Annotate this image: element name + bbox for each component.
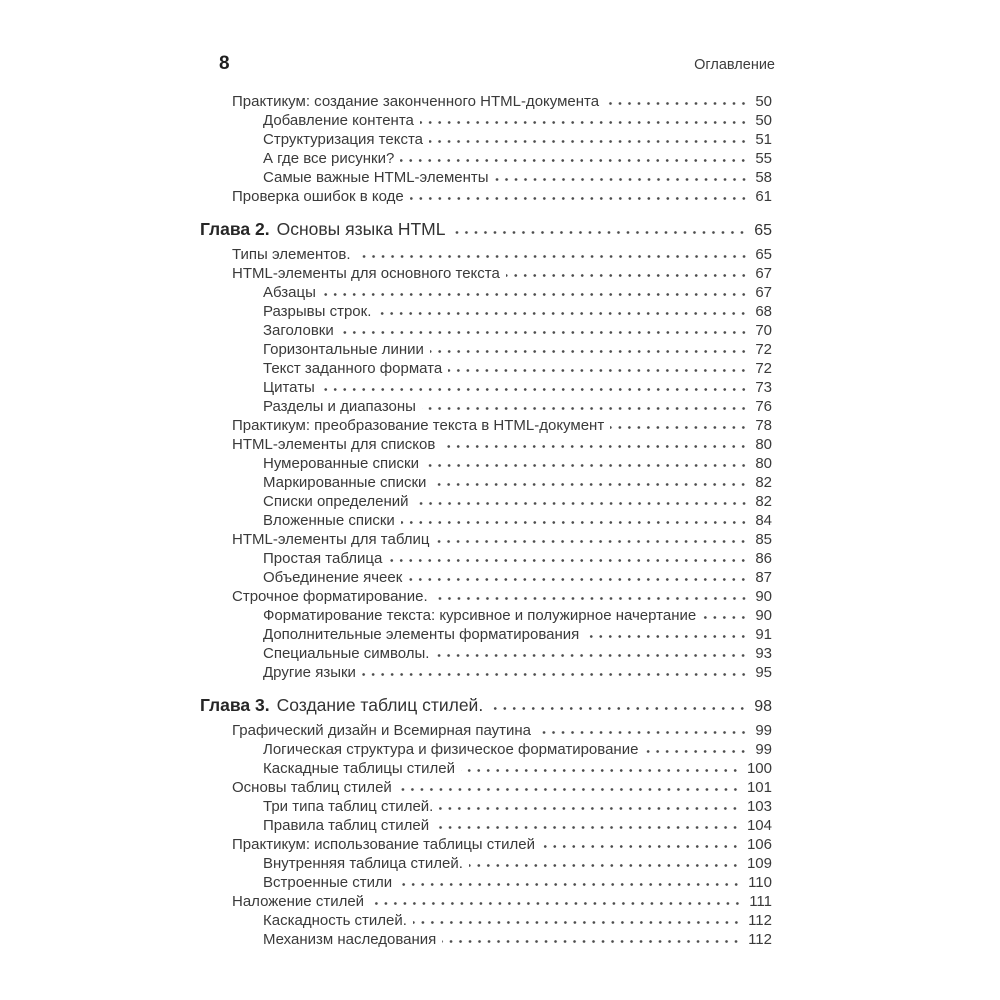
dot-leader [420,120,748,125]
toc-entry [200,111,772,130]
dot-leader [362,672,748,677]
toc-entry [200,835,772,854]
toc-entry [200,663,772,682]
dot-leader [541,844,740,849]
toc-entry-page-number: 68 [755,303,772,320]
toc-entry [200,740,772,759]
toc-entry-title: Каскадные таблицы стилей [263,760,455,777]
toc-entry-page-number: 98 [754,698,772,715]
dot-leader [400,158,748,163]
dot-leader [434,596,749,601]
toc-entry-title: Практикум: преобразование текста в HTML-документ [232,417,605,434]
toc-entry-title: HTML-элементы для основного текста [232,265,500,282]
toc-entry-page-number: 82 [755,493,772,510]
toc-entry-page-number: 76 [755,398,772,415]
toc-entry [200,721,772,740]
toc-entry-title: Встроенные стили [263,874,393,891]
dot-leader [410,196,749,201]
toc-entry-page-number: 111 [749,893,772,910]
toc-entry-page-number: 99 [755,722,772,739]
toc-entry-page-number: 67 [755,284,772,301]
toc-entry-page-number: 73 [755,379,772,396]
dot-leader [448,368,748,373]
dot-leader [357,254,749,259]
dot-leader [644,749,748,754]
toc-entry-page-number: 72 [755,341,772,358]
toc-entry [200,930,772,949]
dot-leader [422,406,748,411]
dot-leader [495,177,749,182]
dot-leader [370,901,742,906]
toc-entry-title: Другие языки [263,664,356,681]
dot-leader [506,273,748,278]
toc-entry-title: Нумерованные списки [263,455,419,472]
toc-entry [200,283,772,302]
toc-entry [200,187,772,206]
toc-entry [200,892,772,911]
dot-leader [415,501,749,506]
toc-entry-page-number: 65 [754,222,772,239]
toc-entry [200,264,772,283]
toc-entry-title: Специальные символы. [263,645,430,662]
toc-entry-title: HTML-элементы для таблиц [232,531,430,548]
toc-entry-title: Создание таблиц стилей. [276,695,484,715]
toc-entry-page-number: 106 [746,836,772,853]
toc-entry [200,778,772,797]
toc-entry [200,302,772,321]
chapter-number-label: Глава 2. [200,219,270,239]
dot-leader [398,882,741,887]
toc-entry-title: Вложенные списки [263,512,395,529]
toc-entry [200,378,772,397]
toc-entry-page-number: 61 [755,188,772,205]
toc-entry-page-number: 78 [755,417,772,434]
toc-entry-title: Механизм наследования [263,931,437,948]
toc-entry [200,473,772,492]
toc-entry-page-number: 90 [755,607,772,624]
dot-leader [605,101,748,106]
toc-entry [200,492,772,511]
toc-entry-page-number: 99 [755,741,772,758]
dot-leader [435,653,748,658]
dot-leader [435,825,740,830]
toc-entry [200,92,772,111]
toc-entry-page-number: 86 [755,550,772,567]
toc-entry-page-number: 93 [755,645,772,662]
dot-leader [401,520,749,525]
toc-entry [200,435,772,454]
toc-entry-page-number: 104 [746,817,772,834]
dot-leader [377,311,748,316]
toc-entry-page-number: 65 [755,246,772,263]
toc-entry-title: Списки определений [263,493,409,510]
toc-entry-page-number: 72 [755,360,772,377]
toc-entry [200,854,772,873]
toc-entry-title: Строчное форматирование. [232,588,428,605]
toc-entry [200,625,772,644]
dot-leader [585,634,748,639]
toc-entry-title: Графический дизайн и Всемирная паутина [232,722,532,739]
dot-leader [441,444,748,449]
dot-leader [435,539,748,544]
toc-chapter-entry [200,694,772,718]
toc-entry-page-number: 109 [746,855,772,872]
toc-entry-title: Три типа таблиц стилей. [263,798,434,815]
toc-entry-page-number: 50 [755,93,772,110]
toc-entry-title: Структуризация текста [263,131,423,148]
toc-entry-title: Типы элементов. [232,246,351,263]
toc-entry [200,873,772,892]
toc-entry-page-number: 112 [748,931,772,948]
dot-leader [321,387,748,392]
toc-entry-page-number: 110 [748,874,772,891]
dot-leader [425,463,748,468]
toc-entry [200,416,772,435]
dot-leader [430,349,748,354]
toc-entry-title: Форматирование текста: курсивное и полужирное начертание [263,607,697,624]
toc-entry [200,359,772,378]
toc-entry [200,149,772,168]
toc-entry-title: Простая таблица [263,550,383,567]
toc-entry-title: Наложение стилей [232,893,365,910]
toc-entry [200,245,772,264]
toc-entry-page-number: 50 [755,112,772,129]
toc-entry-title: Правила таблиц стилей [263,817,430,834]
toc-entry [200,340,772,359]
toc-list [200,92,772,949]
toc-entry-page-number: 82 [755,474,772,491]
toc-entry-title: Проверка ошибок в коде [232,188,404,205]
page-header [219,53,775,75]
toc-entry-page-number: 80 [755,436,772,453]
toc-entry [200,587,772,606]
dot-leader [461,768,740,773]
toc-entry-title: Добавление контента [263,112,414,129]
toc-entry [200,511,772,530]
dot-leader [439,806,740,811]
toc-entry-title: Горизонтальные линии [263,341,424,358]
toc-entry-page-number: 80 [755,455,772,472]
toc-entry-page-number: 91 [755,626,772,643]
toc-entry-title: Основы таблиц стилей [232,779,392,796]
toc-entry-title: Объединение ячеек [263,569,403,586]
dot-leader [398,787,740,792]
dot-leader [322,292,748,297]
toc-entry-page-number: 95 [755,664,772,681]
toc-entry-title: Разделы и диапазоны [263,398,416,415]
toc-entry [200,397,772,416]
toc-entry-page-number: 90 [755,588,772,605]
toc-entry-title: Цитаты [263,379,315,396]
toc-entry-title: Абзацы [263,284,316,301]
toc-entry [200,797,772,816]
toc-entry-page-number: 100 [746,760,772,777]
dot-leader [408,577,748,582]
toc-entry-page-number: 70 [755,322,772,339]
dot-leader [469,863,740,868]
toc-entry-title: Логическая структура и физическое форматирование [263,741,639,758]
dot-leader [340,330,749,335]
toc-entry-page-number: 55 [755,150,772,167]
toc-entry-page-number: 85 [755,531,772,548]
toc-entry-title: Внутренняя таблица стилей. [263,855,463,872]
toc-entry-page-number: 112 [748,912,772,929]
toc-entry-page-number: 67 [755,265,772,282]
toc-entry-page-number: 51 [755,131,772,148]
toc-entry [200,759,772,778]
toc-entry-title: Разрывы строк. [263,303,372,320]
dot-leader [442,939,741,944]
toc-entry-title: Практикум: создание законченного HTML-документа [232,93,600,110]
dot-leader [451,230,747,235]
toc-entry-page-number: 101 [746,779,772,796]
toc-entry-title: А где все рисунки? [263,150,395,167]
toc-entry [200,816,772,835]
toc-entry [200,911,772,930]
toc-entry-title: Заголовки [263,322,334,339]
toc-entry-title: Текст заданного формата [263,360,443,377]
toc-entry [200,568,772,587]
toc-entry-page-number: 87 [755,569,772,586]
toc-chapter-entry [200,218,772,242]
toc-entry-title: Каскадность стилей. [263,912,407,929]
folio-page-number: 8 [219,53,231,74]
toc-entry [200,130,772,149]
toc-entry [200,644,772,663]
dot-leader [388,558,748,563]
dot-leader [413,920,741,925]
toc-entry [200,321,772,340]
toc-entry-title: Практикум: использование таблицы стилей [232,836,535,853]
toc-entry [200,606,772,625]
toc-entry-page-number: 103 [746,798,772,815]
running-title: Оглавление [694,57,775,73]
toc-entry-page-number: 58 [755,169,772,186]
dot-leader [610,425,748,430]
toc-entry [200,168,772,187]
dot-leader [432,482,748,487]
dot-leader [702,615,748,620]
dot-leader [489,706,747,711]
toc-entry-title: Основы языка HTML [276,219,446,239]
toc-entry-title: Дополнительные элементы форматирования [263,626,580,643]
dot-leader [429,139,748,144]
toc-entry-title: HTML-элементы для списков [232,436,436,453]
toc-entry [200,549,772,568]
toc-entry-title: Маркированные списки [263,474,427,491]
toc-entry-page-number: 84 [755,512,772,529]
dot-leader [537,730,748,735]
toc-entry [200,530,772,549]
toc-entry-title: Самые важные HTML-элементы [263,169,489,186]
chapter-number-label: Глава 3. [200,695,270,715]
toc-entry [200,454,772,473]
